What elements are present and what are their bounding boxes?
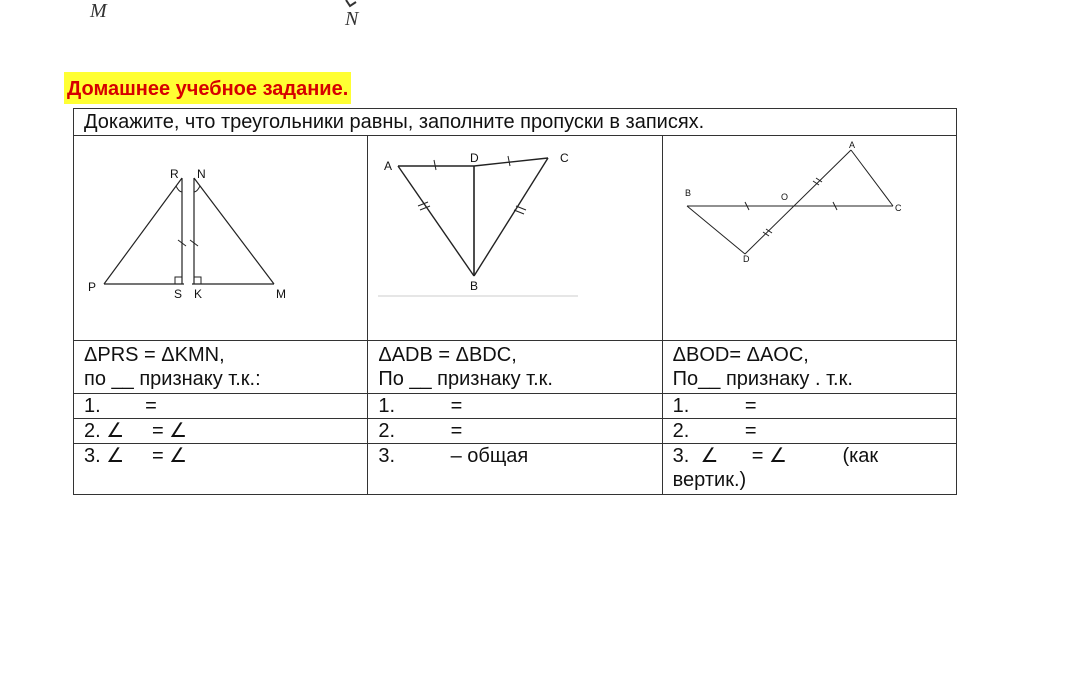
label-m: M [276, 287, 286, 301]
label-d: D [470, 151, 479, 165]
label-p: P [88, 280, 97, 294]
figure-triangles-bod-aoc [663, 136, 982, 340]
label-c: C [560, 151, 569, 165]
equality-cell-1 [74, 341, 368, 394]
label-o: O [780, 192, 788, 202]
label-a: A [384, 159, 393, 173]
task-table [73, 108, 957, 495]
proof-item: 1. = [74, 394, 368, 419]
label-b: B [470, 279, 479, 293]
homework-heading: Домашнее учебное задание. [64, 72, 351, 104]
criterion-text: По __ признаку т.к. [378, 368, 553, 390]
point-label-n: N [345, 8, 359, 30]
equality-cell-2 [368, 341, 662, 394]
equality-text: ΔPRS = ΔKMN, [84, 344, 225, 366]
label-k: K [194, 287, 203, 301]
figure-cell-3 [662, 136, 956, 341]
point-label-m: M [90, 0, 107, 22]
criterion-text: по __ признаку т.к.: [84, 368, 261, 390]
proof-item: 2. = [368, 419, 662, 444]
label-b: B [684, 188, 691, 198]
label-n: N [197, 167, 206, 181]
label-a: A [848, 140, 855, 150]
proof-item: 2. ∠ = ∠ [74, 419, 368, 444]
proof-item: 3. ∠ = ∠ (как вертик.) [662, 444, 956, 495]
equality-cell-3 [662, 341, 956, 394]
proof-item: 3. ∠ = ∠ [74, 444, 368, 495]
figure-triangles-prs-kmn [74, 136, 344, 340]
label-s: S [174, 287, 183, 301]
label-c: C [894, 203, 902, 213]
figure-triangles-adb-bdc [368, 136, 660, 340]
figure-cell-1 [74, 136, 368, 341]
equality-text: ΔBOD= ΔAOC, [672, 344, 809, 366]
proof-item: 3. – общая [368, 444, 662, 495]
equality-text: ΔADB = ΔBDC, [378, 344, 517, 366]
task-instruction: Докажите, что треугольники равны, заполните пропуски в записях. [74, 109, 957, 136]
proof-item: 1. = [368, 394, 662, 419]
label-d: D [742, 254, 750, 264]
criterion-text: По__ признаку . т.к. [672, 368, 853, 390]
figure-cell-2 [368, 136, 662, 341]
label-r: R [170, 167, 179, 181]
proof-item: 2. = [662, 419, 956, 444]
proof-item: 1. = [662, 394, 956, 419]
